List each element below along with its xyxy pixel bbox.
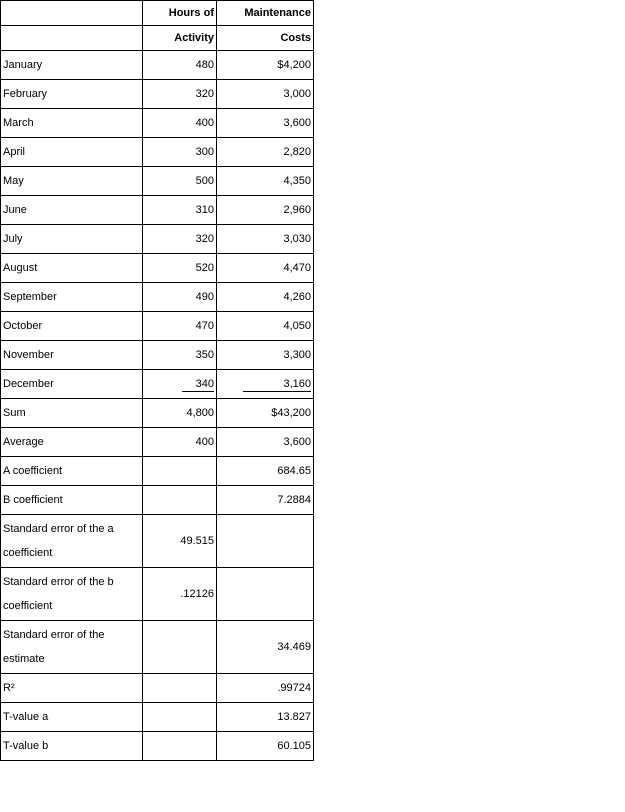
hours-value: 350 bbox=[143, 341, 217, 370]
header-row-2 bbox=[1, 26, 314, 51]
month-label: December bbox=[1, 370, 143, 399]
header-hours-line1: Hours of bbox=[143, 1, 217, 26]
table-row-july bbox=[1, 225, 314, 254]
costs-underlined-value: 3,160 bbox=[243, 378, 311, 392]
hours-value: .12126 bbox=[143, 568, 217, 621]
hours-value: 500 bbox=[143, 167, 217, 196]
table-row-t-value-a bbox=[1, 703, 314, 732]
hours-value-underlined bbox=[143, 370, 217, 399]
costs-value: 3,000 bbox=[217, 80, 314, 109]
header-costs-line1: Maintenance bbox=[217, 1, 314, 26]
label-line-2: coefficient bbox=[3, 547, 53, 559]
costs-value: 3,600 bbox=[217, 428, 314, 457]
table-row-october bbox=[1, 312, 314, 341]
month-label: November bbox=[1, 341, 143, 370]
hours-value: 400 bbox=[143, 109, 217, 138]
header-row-1 bbox=[1, 1, 314, 26]
summary-label-multiline bbox=[1, 568, 143, 621]
table-row-november bbox=[1, 341, 314, 370]
costs-value-empty bbox=[217, 515, 314, 568]
costs-value: 7.2884 bbox=[217, 486, 314, 515]
label-line-1: Standard error of the a bbox=[3, 523, 114, 535]
costs-value: 3,300 bbox=[217, 341, 314, 370]
table-row-a-coefficient bbox=[1, 457, 314, 486]
costs-value: 4,050 bbox=[217, 312, 314, 341]
costs-value-empty bbox=[217, 568, 314, 621]
table-row-se-b bbox=[1, 568, 314, 621]
costs-value: 3,030 bbox=[217, 225, 314, 254]
hours-value: 310 bbox=[143, 196, 217, 225]
hours-value-empty bbox=[143, 621, 217, 674]
hours-value: 480 bbox=[143, 51, 217, 80]
hours-value: 300 bbox=[143, 138, 217, 167]
month-label: January bbox=[1, 51, 143, 80]
costs-value: 4,470 bbox=[217, 254, 314, 283]
summary-label: B coefficient bbox=[1, 486, 143, 515]
month-label: June bbox=[1, 196, 143, 225]
label-line-1: Standard error of the b bbox=[3, 576, 114, 588]
month-label: August bbox=[1, 254, 143, 283]
hours-value-empty bbox=[143, 486, 217, 515]
hours-value: 490 bbox=[143, 283, 217, 312]
header-hours-line2: Activity bbox=[143, 26, 217, 51]
costs-value: 2,820 bbox=[217, 138, 314, 167]
table-row-april bbox=[1, 138, 314, 167]
costs-value: 60.105 bbox=[217, 732, 314, 761]
month-label: September bbox=[1, 283, 143, 312]
table-row-se-estimate bbox=[1, 621, 314, 674]
table-row-r-squared bbox=[1, 674, 314, 703]
label-line-2: estimate bbox=[3, 653, 45, 665]
summary-label: T-value b bbox=[1, 732, 143, 761]
costs-value: 3,600 bbox=[217, 109, 314, 138]
hours-value: 320 bbox=[143, 80, 217, 109]
table-row-march bbox=[1, 109, 314, 138]
header-costs-line2: Costs bbox=[217, 26, 314, 51]
hours-value: 320 bbox=[143, 225, 217, 254]
table-row-sum bbox=[1, 399, 314, 428]
summary-label: A coefficient bbox=[1, 457, 143, 486]
label-line-1: Standard error of the bbox=[3, 629, 105, 641]
hours-value-empty bbox=[143, 457, 217, 486]
summary-label: T-value a bbox=[1, 703, 143, 732]
summary-label-multiline bbox=[1, 515, 143, 568]
table-row-t-value-b bbox=[1, 732, 314, 761]
table-row-december bbox=[1, 370, 314, 399]
table-row-september bbox=[1, 283, 314, 312]
hours-value-empty bbox=[143, 674, 217, 703]
hours-value: 49.515 bbox=[143, 515, 217, 568]
hours-value-empty bbox=[143, 732, 217, 761]
table-row-b-coefficient bbox=[1, 486, 314, 515]
summary-label: R² bbox=[1, 674, 143, 703]
costs-value: $4,200 bbox=[217, 51, 314, 80]
table-row-february bbox=[1, 80, 314, 109]
hours-value: 520 bbox=[143, 254, 217, 283]
regression-data-table bbox=[0, 0, 314, 761]
month-label: May bbox=[1, 167, 143, 196]
summary-label-multiline bbox=[1, 621, 143, 674]
costs-value: $43,200 bbox=[217, 399, 314, 428]
hours-underlined-value: 340 bbox=[182, 378, 214, 392]
month-label: July bbox=[1, 225, 143, 254]
table-row-january bbox=[1, 51, 314, 80]
costs-value: 2,960 bbox=[217, 196, 314, 225]
month-label: April bbox=[1, 138, 143, 167]
summary-label: Average bbox=[1, 428, 143, 457]
label-line-2: coefficient bbox=[3, 600, 53, 612]
costs-value: 4,260 bbox=[217, 283, 314, 312]
month-label: October bbox=[1, 312, 143, 341]
summary-label: Sum bbox=[1, 399, 143, 428]
costs-value: 34.469 bbox=[217, 621, 314, 674]
hours-value: 470 bbox=[143, 312, 217, 341]
table-row-june bbox=[1, 196, 314, 225]
hours-value-empty bbox=[143, 703, 217, 732]
costs-value: .99724 bbox=[217, 674, 314, 703]
hours-value: 400 bbox=[143, 428, 217, 457]
costs-value: 684.65 bbox=[217, 457, 314, 486]
table-row-average bbox=[1, 428, 314, 457]
header-blank-cell bbox=[1, 1, 143, 26]
table-row-august bbox=[1, 254, 314, 283]
month-label: February bbox=[1, 80, 143, 109]
hours-value: 4,800 bbox=[143, 399, 217, 428]
table-row-se-a bbox=[1, 515, 314, 568]
month-label: March bbox=[1, 109, 143, 138]
costs-value-underlined bbox=[217, 370, 314, 399]
table-row-may bbox=[1, 167, 314, 196]
costs-value: 13.827 bbox=[217, 703, 314, 732]
costs-value: 4,350 bbox=[217, 167, 314, 196]
header-blank-cell bbox=[1, 26, 143, 51]
